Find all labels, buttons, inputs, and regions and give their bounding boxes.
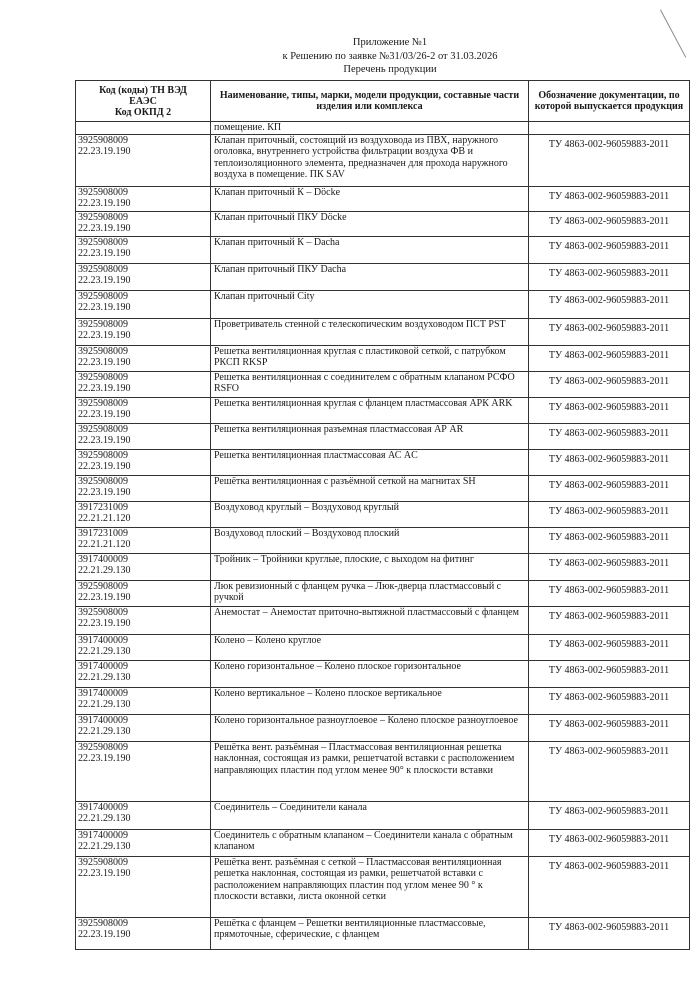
code-cell: 3917400009 22.21.29.130	[76, 687, 211, 714]
documentation-cell: ТУ 4863-002-96059883-2011	[529, 660, 690, 687]
product-name-cell: Клапан приточный ПКУ Dacha	[211, 263, 529, 290]
code-cell: 3925908009 22.23.19.190	[76, 741, 211, 801]
product-name-cell: Решётка вент. разъёмная с сеткой – Пластмассовая вентиляционная решетка наклонная, состоящая из рамки, решетчатой вставки с расположением направляющих пластин под углом менее 90 ° к плоскости вставки, листа оконной сетки	[211, 856, 529, 917]
documentation-cell: ТУ 4863-002-96059883-2011	[529, 371, 690, 397]
code-cell: 3925908009 22.23.19.190	[76, 186, 211, 211]
product-name-cell: Решетка вентиляционная пластмассовая АС AC	[211, 449, 529, 475]
documentation-cell: ТУ 4863-002-96059883-2011	[529, 186, 690, 211]
product-name-cell: Решетка вентиляционная с соединителем с обратным клапаном РСФО RSFO	[211, 371, 529, 397]
code-cell: 3925908009 22.23.19.190	[76, 211, 211, 236]
documentation-cell: ТУ 4863-002-96059883-2011	[529, 263, 690, 290]
code-cell: 3917231009 22.21.21.120	[76, 527, 211, 553]
documentation-cell: ТУ 4863-002-96059883-2011	[529, 580, 690, 606]
table-row	[76, 634, 690, 660]
documentation-cell: ТУ 4863-002-96059883-2011	[529, 290, 690, 318]
documentation-cell: ТУ 4863-002-96059883-2011	[529, 449, 690, 475]
code-cell: 3925908009 22.23.19.190	[76, 423, 211, 449]
table-body	[76, 122, 690, 950]
documentation-cell: ТУ 4863-002-96059883-2011	[529, 501, 690, 527]
documentation-cell: ТУ 4863-002-96059883-2011	[529, 211, 690, 236]
table-row	[76, 449, 690, 475]
product-name-cell: Клапан приточный City	[211, 290, 529, 318]
table-row	[76, 917, 690, 949]
code-cell: 3925908009 22.23.19.190	[76, 263, 211, 290]
list-title: Перечень продукции	[343, 64, 437, 75]
code-cell: 3925908009 22.23.19.190	[76, 606, 211, 634]
code-cell: 3925908009 22.23.19.190	[76, 449, 211, 475]
code-cell: 3925908009 22.23.19.190	[76, 345, 211, 371]
product-name-cell: Клапан приточный ПКУ Döcke	[211, 211, 529, 236]
documentation-cell: ТУ 4863-002-96059883-2011	[529, 236, 690, 263]
table-row	[76, 397, 690, 423]
code-cell: 3917400009 22.21.29.130	[76, 801, 211, 829]
code-cell: 3925908009 22.23.19.190	[76, 475, 211, 501]
documentation-cell: ТУ 4863-002-96059883-2011	[529, 475, 690, 501]
table-row	[76, 371, 690, 397]
code-cell: 3925908009 22.23.19.190	[76, 371, 211, 397]
table-row	[76, 236, 690, 263]
documentation-cell: ТУ 4863-002-96059883-2011	[529, 741, 690, 801]
code-cell: 3925908009 22.23.19.190	[76, 856, 211, 917]
product-name-cell: Тройник – Тройники круглые, плоские, с выходом на фитинг	[211, 553, 529, 580]
product-name-cell: Соединитель – Соединители канала	[211, 801, 529, 829]
product-name-cell: Колено вертикальное – Колено плоское вертикальное	[211, 687, 529, 714]
code-cell: 3925908009 22.23.19.190	[76, 134, 211, 186]
products-table	[75, 80, 690, 950]
documentation-cell: ТУ 4863-002-96059883-2011	[529, 801, 690, 829]
product-name-cell: Воздуховод круглый – Воздуховод круглый	[211, 501, 529, 527]
table-row	[76, 687, 690, 714]
code-cell: 3925908009 22.23.19.190	[76, 318, 211, 345]
documentation-cell: ТУ 4863-002-96059883-2011	[529, 527, 690, 553]
product-name-cell: Решетка вентиляционная круглая с пластиковой сеткой, с патрубком РКСП RKSP	[211, 345, 529, 371]
product-name-cell: Решётка с фланцем – Решетки вентиляционные пластмассовые, прямоточные, сферические, с фланцем	[211, 917, 529, 949]
table-row	[76, 856, 690, 917]
documentation-cell: ТУ 4863-002-96059883-2011	[529, 687, 690, 714]
documentation-cell: ТУ 4863-002-96059883-2011	[529, 318, 690, 345]
code-cell: 3925908009 22.23.19.190	[76, 290, 211, 318]
code-cell: 3925908009 22.23.19.190	[76, 580, 211, 606]
table-row	[76, 122, 690, 135]
product-name-cell: Решетка вентиляционная разъемная пластмассовая АР AR	[211, 423, 529, 449]
table-row	[76, 553, 690, 580]
documentation-cell: ТУ 4863-002-96059883-2011	[529, 606, 690, 634]
documentation-cell: ТУ 4863-002-96059883-2011	[529, 345, 690, 371]
table-row	[76, 501, 690, 527]
documentation-cell: ТУ 4863-002-96059883-2011	[529, 134, 690, 186]
table-row	[76, 345, 690, 371]
table-header-row	[76, 81, 690, 122]
documentation-cell: ТУ 4863-002-96059883-2011	[529, 829, 690, 856]
code-cell: 3917400009 22.21.29.130	[76, 829, 211, 856]
product-name-cell: Клапан приточный, состоящий из воздуховода из ПВХ, наружного оголовка, внутреннего устройства фильтрации воздуха ФВ и теплоизоляционного элемента, предназначен для прохода наружного воздуха в помещение. ПК SAV	[211, 134, 529, 186]
table-row	[76, 263, 690, 290]
table-row	[76, 211, 690, 236]
code-cell	[76, 122, 211, 135]
header-name: Наименование, типы, марки, модели продукции, составные части изделия или комплекса	[211, 81, 529, 122]
decision-reference: к Решению по заявке №31/03/26-2 от 31.03.2026	[282, 51, 498, 62]
documentation-cell	[529, 122, 690, 135]
code-cell: 3917400009 22.21.29.130	[76, 634, 211, 660]
table-row	[76, 829, 690, 856]
product-name-cell: Решетка вентиляционная круглая с фланцем пластмассовая АРК ARK	[211, 397, 529, 423]
code-cell: 3917400009 22.21.29.130	[76, 714, 211, 741]
code-cell: 3917400009 22.21.29.130	[76, 660, 211, 687]
code-cell: 3917231009 22.21.21.120	[76, 501, 211, 527]
product-name-cell: Колено – Колено круглое	[211, 634, 529, 660]
code-cell: 3925908009 22.23.19.190	[76, 917, 211, 949]
table-row	[76, 186, 690, 211]
product-name-cell: Люк ревизионный с фланцем ручка – Люк-дверца пластмассовый с ручкой	[211, 580, 529, 606]
appendix-title: Приложение №1	[352, 37, 428, 48]
documentation-cell: ТУ 4863-002-96059883-2011	[529, 856, 690, 917]
documentation-cell: ТУ 4863-002-96059883-2011	[529, 397, 690, 423]
documentation-cell: ТУ 4863-002-96059883-2011	[529, 634, 690, 660]
product-name-cell: Колено горизонтальное – Колено плоское горизонтальное	[211, 660, 529, 687]
code-cell: 3925908009 22.23.19.190	[76, 236, 211, 263]
header-doc: Обозначение документации, по которой выпускается продукция	[529, 81, 690, 122]
product-name-cell: Анемостат – Анемостат приточно-вытяжной пластмассовый с фланцем	[211, 606, 529, 634]
header-code: Код (коды) ТН ВЭД ЕАЭС Код ОКПД 2	[76, 81, 211, 122]
table-row	[76, 606, 690, 634]
product-name-cell: Соединитель с обратным клапаном – Соединители канала с обратным клапаном	[211, 829, 529, 856]
product-name-cell: помещение. КП	[211, 122, 529, 135]
documentation-cell: ТУ 4863-002-96059883-2011	[529, 917, 690, 949]
product-name-cell: Клапан приточный К – Dacha	[211, 236, 529, 263]
table-row	[76, 714, 690, 741]
table-row	[76, 580, 690, 606]
product-name-cell: Клапан приточный К – Döcke	[211, 186, 529, 211]
table-row	[76, 134, 690, 186]
product-name-cell: Решётка вент. разъёмная – Пластмассовая вентиляционная решетка наклонная, состоящая из рамки, решетчатой вставки с расположением направляющих пластин под углом менее 90° к плоскости вставки	[211, 741, 529, 801]
product-name-cell: Проветриватель стенной с телескопическим воздуховодом ПСТ PST	[211, 318, 529, 345]
table-row	[76, 290, 690, 318]
table-row	[76, 527, 690, 553]
table-row	[76, 660, 690, 687]
documentation-cell: ТУ 4863-002-96059883-2011	[529, 553, 690, 580]
code-cell: 3917400009 22.21.29.130	[76, 553, 211, 580]
table-row	[76, 318, 690, 345]
documentation-cell: ТУ 4863-002-96059883-2011	[529, 714, 690, 741]
table-row	[76, 741, 690, 801]
code-cell: 3925908009 22.23.19.190	[76, 397, 211, 423]
product-name-cell: Воздуховод плоский – Воздуховод плоский	[211, 527, 529, 553]
documentation-cell: ТУ 4863-002-96059883-2011	[529, 423, 690, 449]
table-row	[76, 475, 690, 501]
table-row	[76, 801, 690, 829]
product-name-cell: Колено горизонтальное разноуглоевое – Колено плоское разноуглоевое	[211, 714, 529, 741]
product-name-cell: Решётка вентиляционная с разъёмной сеткой на магнитах SH	[211, 475, 529, 501]
table-row	[76, 423, 690, 449]
